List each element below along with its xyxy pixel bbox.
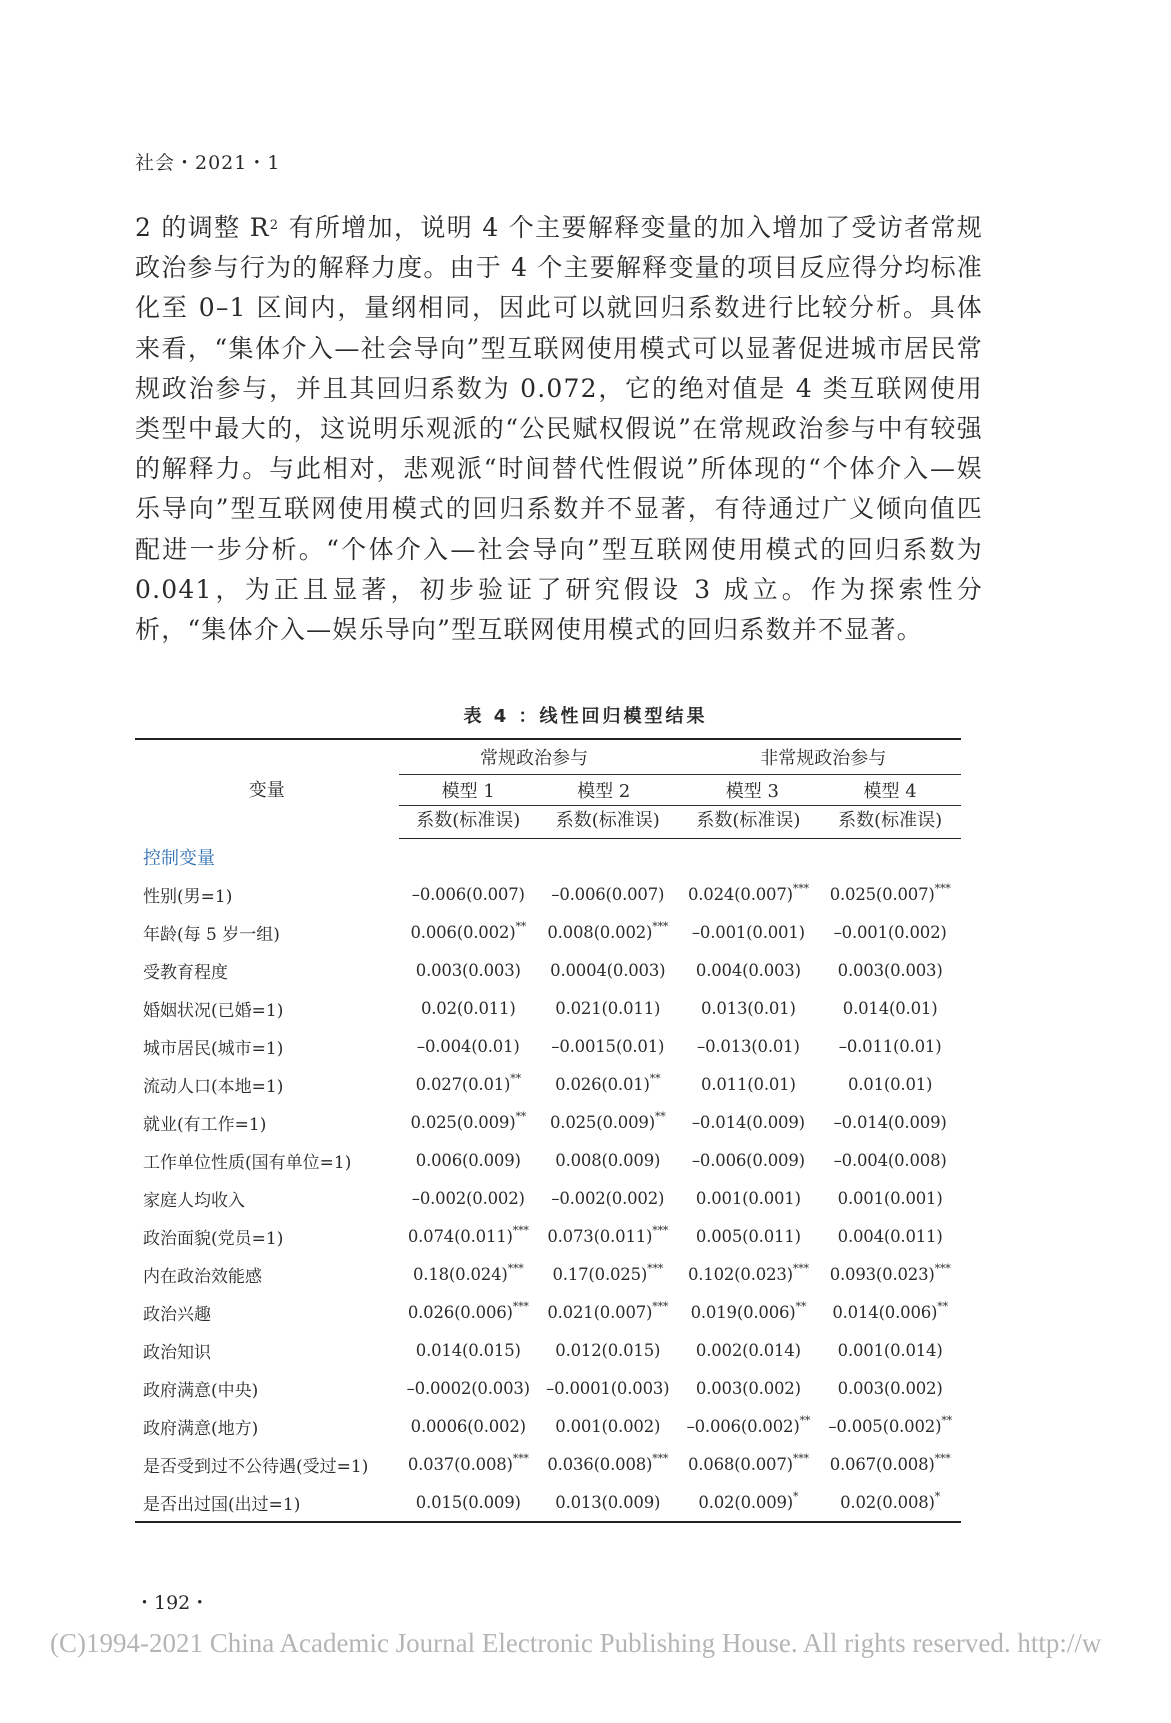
significance-stars: * — [934, 1489, 941, 1503]
coefficient-value: 0.001(0.001) — [837, 1188, 943, 1208]
coefficient-cell — [399, 1179, 539, 1217]
coefficient-value: –0.005(0.002) — [828, 1416, 942, 1436]
variable-label: 政治兴趣 — [143, 1304, 211, 1325]
coefficient-value: –0.006(0.007) — [551, 884, 665, 904]
coefficient-value: –0.013(0.01) — [697, 1036, 800, 1056]
significance-stars: ** — [941, 1413, 952, 1427]
coefficient-cell — [399, 1483, 539, 1522]
coefficient-value: 0.014(0.01) — [842, 998, 938, 1018]
variable-label: 政治知识 — [143, 1342, 211, 1363]
coef-se-header: 系数(标准误) — [678, 806, 820, 839]
coefficient-cell — [538, 875, 678, 913]
coefficient-value: 0.004(0.003) — [695, 960, 801, 980]
variable-label: 受教育程度 — [143, 962, 228, 983]
significance-stars: *** — [652, 1451, 669, 1465]
coefficient-value: 0.0004(0.003) — [550, 960, 666, 980]
variable-label: 工作单位性质(国有单位=1) — [143, 1152, 352, 1173]
coefficient-value: –0.001(0.002) — [833, 922, 947, 942]
coefficient-value: 0.102(0.023) — [687, 1264, 793, 1284]
significance-stars: ** — [937, 1299, 948, 1313]
coefficient-value: –0.004(0.01) — [416, 1036, 520, 1056]
significance-stars: *** — [507, 1261, 524, 1275]
coefficient-cell — [399, 1407, 539, 1445]
variable-label: 内在政治效能感 — [143, 1266, 262, 1287]
coefficient-value: 0.068(0.007) — [687, 1454, 793, 1474]
coefficient-cell — [399, 875, 539, 913]
coefficient-value: 0.001(0.014) — [837, 1340, 943, 1360]
coefficient-cell — [538, 1065, 678, 1103]
table-row — [135, 1065, 961, 1103]
table-row — [135, 1141, 961, 1179]
coefficient-value: 0.003(0.002) — [837, 1378, 943, 1398]
coefficient-value: 0.093(0.023) — [829, 1264, 935, 1284]
significance-stars: *** — [934, 1261, 951, 1275]
coefficient-cell — [399, 1065, 539, 1103]
coefficient-value: 0.015(0.009) — [415, 1492, 521, 1512]
significance-stars: *** — [647, 1261, 664, 1275]
paragraph-rest: 有所增加，说明 4 个主要解释变量的加入增加了受访者常规政治参与行为的解释力度。由于 4 个主要解释变量的项目反应得分均标准化至 0–1 区间内，量纲相同，因此可以就回归系数进行比较分析。具体来看，“集体介入—社会导向”型互联网使用模式可以显著促进城市居民常规政治参与，并且其回归系数为 0.072，它的绝对值是 4 类互联网使用类型中最大的，这说明乐观派的“公民赋权假说”在常规政治参与中有较强的解释力。与此相对，悲观派“时间替代性假说”所体现的“个体介入—娱乐导向”型互联网使用模式的回归系数并不显著，有待通过广义倾向值匹配进一步分析。“个体介入—社会导向”型互联网使用模式的回归系数为 0.041，为正且显著，初步验证了研究假设 3 成立。作为探索性分析，“集体介入—娱乐导向”型互联网使用模式的回归系数并不显著。 — [135, 213, 983, 645]
coefficient-value: 0.074(0.011) — [407, 1226, 513, 1246]
coefficient-cell — [399, 1103, 539, 1141]
coefficient-cell — [819, 1217, 961, 1255]
running-head: 社会・2021・1 — [135, 152, 281, 174]
body-paragraph — [135, 208, 983, 650]
coefficient-cell — [538, 1369, 678, 1407]
coefficient-cell — [678, 1217, 820, 1255]
coefficient-value: –0.001(0.001) — [691, 922, 805, 942]
significance-stars: * — [793, 1489, 799, 1503]
coefficient-value: 0.019(0.006) — [690, 1302, 796, 1322]
coefficient-cell — [399, 1445, 539, 1483]
coefficient-value: 0.005(0.011) — [695, 1226, 801, 1246]
coefficient-value: 0.021(0.011) — [555, 998, 661, 1018]
coefficient-cell — [819, 1065, 961, 1103]
coefficient-value: 0.006(0.009) — [415, 1150, 521, 1170]
model-header: 模型 1 — [399, 775, 539, 806]
table-row — [135, 1369, 961, 1407]
coefficient-value: –0.0015(0.01) — [551, 1036, 665, 1056]
coefficient-cell — [678, 1065, 820, 1103]
coefficient-cell — [399, 1141, 539, 1179]
coefficient-value: 0.003(0.003) — [415, 960, 521, 980]
coefficient-cell — [678, 1027, 820, 1065]
group-header-unconventional: 非常规政治参与 — [678, 739, 961, 775]
coefficient-cell — [678, 1331, 820, 1369]
coefficient-value: 0.18(0.024) — [412, 1264, 508, 1284]
significance-stars: *** — [512, 1299, 529, 1313]
table-body — [135, 839, 961, 1523]
coefficient-cell — [678, 1483, 820, 1522]
coefficient-cell — [819, 1293, 961, 1331]
table-row — [135, 1255, 961, 1293]
coefficient-value: 0.011(0.01) — [701, 1074, 796, 1094]
coefficient-value: 0.026(0.01) — [555, 1074, 650, 1094]
coefficient-value: 0.036(0.008) — [547, 1454, 653, 1474]
table-row — [135, 913, 961, 951]
coefficient-cell — [678, 1445, 820, 1483]
coefficient-cell — [819, 1483, 961, 1522]
coefficient-cell — [538, 1293, 678, 1331]
coefficient-value: –0.014(0.009) — [691, 1112, 805, 1132]
variable-column-header: 变量 — [135, 739, 399, 839]
table-row — [135, 989, 961, 1027]
coefficient-cell — [819, 1027, 961, 1065]
model-header: 模型 3 — [678, 775, 820, 806]
paragraph-start: 2 的调整 R — [135, 213, 270, 242]
coefficient-value: –0.006(0.009) — [691, 1150, 805, 1170]
coefficient-cell — [819, 1141, 961, 1179]
coefficient-cell — [399, 1027, 539, 1065]
coefficient-cell — [538, 1483, 678, 1522]
table-caption: 表 4 ：线性回归模型结果 — [463, 706, 708, 727]
coefficient-cell — [538, 1027, 678, 1065]
variable-label: 是否受到过不公待遇(受过=1) — [143, 1456, 369, 1477]
coefficient-cell — [399, 1331, 539, 1369]
coefficient-cell — [678, 1255, 820, 1293]
variable-label: 流动人口(本地=1) — [143, 1076, 284, 1097]
coefficient-cell — [399, 1293, 539, 1331]
significance-stars: ** — [649, 1071, 661, 1085]
coefficient-value: 0.025(0.007) — [829, 884, 935, 904]
coefficient-cell — [538, 913, 678, 951]
coefficient-value: 0.026(0.006) — [407, 1302, 513, 1322]
coefficient-value: 0.01(0.01) — [847, 1074, 933, 1094]
copyright-notice: (C)1994-2021 China Academic Journal Electronic Publishing House. All rights reserved. http://w — [50, 1628, 1102, 1658]
coefficient-value: 0.004(0.011) — [837, 1226, 943, 1246]
significance-stars: ** — [795, 1299, 807, 1313]
coefficient-cell — [538, 1141, 678, 1179]
significance-stars: ** — [654, 1109, 666, 1123]
coefficient-value: 0.001(0.001) — [695, 1188, 801, 1208]
coefficient-cell — [399, 1217, 539, 1255]
coefficient-cell — [538, 1217, 678, 1255]
table-row — [135, 1407, 961, 1445]
coefficient-value: 0.008(0.009) — [555, 1150, 661, 1170]
coefficient-cell — [678, 951, 820, 989]
coefficient-cell — [399, 913, 539, 951]
table-row — [135, 875, 961, 913]
significance-stars: ** — [515, 919, 527, 933]
coefficient-value: –0.0002(0.003) — [406, 1378, 530, 1398]
coefficient-value: 0.014(0.015) — [415, 1340, 521, 1360]
coefficient-cell — [678, 1369, 820, 1407]
variable-label: 城市居民(城市=1) — [143, 1038, 284, 1059]
table-row — [135, 1293, 961, 1331]
coefficient-value: –0.011(0.01) — [838, 1036, 942, 1056]
model-header: 模型 4 — [819, 775, 961, 806]
coefficient-cell — [538, 1255, 678, 1293]
coefficient-value: 0.037(0.008) — [407, 1454, 513, 1474]
variable-label: 就业(有工作=1) — [143, 1114, 267, 1135]
coefficient-cell — [819, 1445, 961, 1483]
coefficient-value: 0.012(0.015) — [555, 1340, 661, 1360]
coefficient-value: 0.006(0.002) — [410, 922, 516, 942]
variable-label: 政治面貌(党员=1) — [143, 1228, 284, 1249]
significance-stars: *** — [652, 919, 669, 933]
coefficient-value: 0.02(0.008) — [840, 1492, 935, 1512]
coefficient-value: 0.024(0.007) — [687, 884, 793, 904]
table-row — [135, 1331, 961, 1369]
coefficient-cell — [678, 989, 820, 1027]
coefficient-value: 0.025(0.009) — [549, 1112, 655, 1132]
coefficient-cell — [819, 1179, 961, 1217]
coef-se-header: 系数(标准误) — [538, 806, 678, 839]
coefficient-value: –0.006(0.002) — [686, 1416, 800, 1436]
coefficient-value: 0.001(0.002) — [555, 1416, 661, 1436]
coefficient-cell — [678, 1141, 820, 1179]
coefficient-value: 0.17(0.025) — [552, 1264, 648, 1284]
table-row — [135, 1103, 961, 1141]
coefficient-cell — [678, 1293, 820, 1331]
coefficient-cell — [819, 1331, 961, 1369]
coefficient-value: –0.006(0.007) — [411, 884, 525, 904]
significance-stars: *** — [792, 1451, 809, 1465]
table-row — [135, 1027, 961, 1065]
coefficient-value: 0.013(0.01) — [701, 998, 796, 1018]
significance-stars: *** — [934, 1451, 951, 1465]
variable-label: 政府满意(地方) — [143, 1418, 259, 1439]
coefficient-cell — [819, 989, 961, 1027]
coefficient-cell — [538, 989, 678, 1027]
r-squared-superscript: 2 — [269, 218, 280, 233]
variable-label: 政府满意(中央) — [143, 1380, 259, 1401]
variable-label: 性别(男=1) — [143, 886, 233, 907]
coefficient-cell — [678, 875, 820, 913]
coef-se-header: 系数(标准误) — [399, 806, 539, 839]
coefficient-value: –0.002(0.002) — [411, 1188, 525, 1208]
coefficient-value: 0.02(0.011) — [420, 998, 516, 1018]
table-row — [135, 1217, 961, 1255]
group-header-conventional: 常规政治参与 — [399, 739, 678, 775]
regression-table — [135, 738, 961, 1523]
coefficient-value: –0.002(0.002) — [551, 1188, 665, 1208]
coefficient-cell — [538, 1445, 678, 1483]
coefficient-value: –0.014(0.009) — [833, 1112, 947, 1132]
coefficient-cell — [819, 1407, 961, 1445]
significance-stars: ** — [515, 1109, 527, 1123]
coefficient-cell — [399, 1369, 539, 1407]
coefficient-cell — [399, 989, 539, 1027]
coefficient-cell — [819, 1255, 961, 1293]
coefficient-cell — [399, 951, 539, 989]
coefficient-value: –0.004(0.008) — [833, 1150, 947, 1170]
coefficient-cell — [538, 1407, 678, 1445]
significance-stars: ** — [510, 1071, 521, 1085]
coefficient-cell — [538, 951, 678, 989]
coefficient-value: 0.003(0.002) — [695, 1378, 801, 1398]
table-row — [135, 951, 961, 989]
variable-label: 婚姻状况(已婚=1) — [143, 1000, 284, 1021]
significance-stars: *** — [792, 881, 809, 895]
table-row — [135, 1179, 961, 1217]
coefficient-cell — [819, 1369, 961, 1407]
significance-stars: ** — [799, 1413, 811, 1427]
coefficient-cell — [538, 1179, 678, 1217]
variable-label: 家庭人均收入 — [143, 1190, 245, 1211]
coefficient-cell — [538, 1103, 678, 1141]
significance-stars: *** — [934, 881, 951, 895]
coefficient-cell — [678, 1407, 820, 1445]
coefficient-cell — [819, 1103, 961, 1141]
coefficient-cell — [678, 1179, 820, 1217]
significance-stars: *** — [652, 1223, 669, 1237]
coef-se-header: 系数(标准误) — [819, 806, 961, 839]
coefficient-value: 0.02(0.009) — [698, 1492, 794, 1512]
coefficient-value: 0.025(0.009) — [410, 1112, 516, 1132]
significance-stars: *** — [512, 1451, 529, 1465]
coefficient-value: 0.008(0.002) — [547, 922, 653, 942]
coefficient-cell — [678, 1103, 820, 1141]
significance-stars: *** — [512, 1223, 529, 1237]
coefficient-value: 0.002(0.014) — [695, 1340, 801, 1360]
coefficient-cell — [538, 1331, 678, 1369]
section-label: 控制变量 — [143, 848, 215, 869]
table-row — [135, 1483, 961, 1522]
coefficient-value: 0.021(0.007) — [547, 1302, 653, 1322]
coefficient-cell — [819, 913, 961, 951]
coefficient-value: 0.003(0.003) — [837, 960, 943, 980]
significance-stars: *** — [652, 1299, 669, 1313]
coefficient-value: 0.067(0.008) — [829, 1454, 935, 1474]
model-header: 模型 2 — [538, 775, 678, 806]
coefficient-cell — [399, 1255, 539, 1293]
coefficient-cell — [819, 951, 961, 989]
table-row — [135, 1445, 961, 1483]
coefficient-cell — [819, 875, 961, 913]
variable-label: 年龄(每 5 岁一组) — [143, 924, 280, 945]
coefficient-cell — [678, 913, 820, 951]
coefficient-value: 0.013(0.009) — [555, 1492, 661, 1512]
coefficient-value: 0.014(0.006) — [832, 1302, 938, 1322]
page-number: ・192・ — [135, 1592, 210, 1614]
coefficient-value: 0.073(0.011) — [547, 1226, 653, 1246]
variable-label: 是否出过国(出过=1) — [135, 1483, 399, 1522]
coefficient-value: 0.027(0.01) — [415, 1074, 511, 1094]
significance-stars: *** — [792, 1261, 809, 1275]
coefficient-value: 0.0006(0.002) — [410, 1416, 526, 1436]
coefficient-value: –0.0001(0.003) — [546, 1378, 670, 1398]
